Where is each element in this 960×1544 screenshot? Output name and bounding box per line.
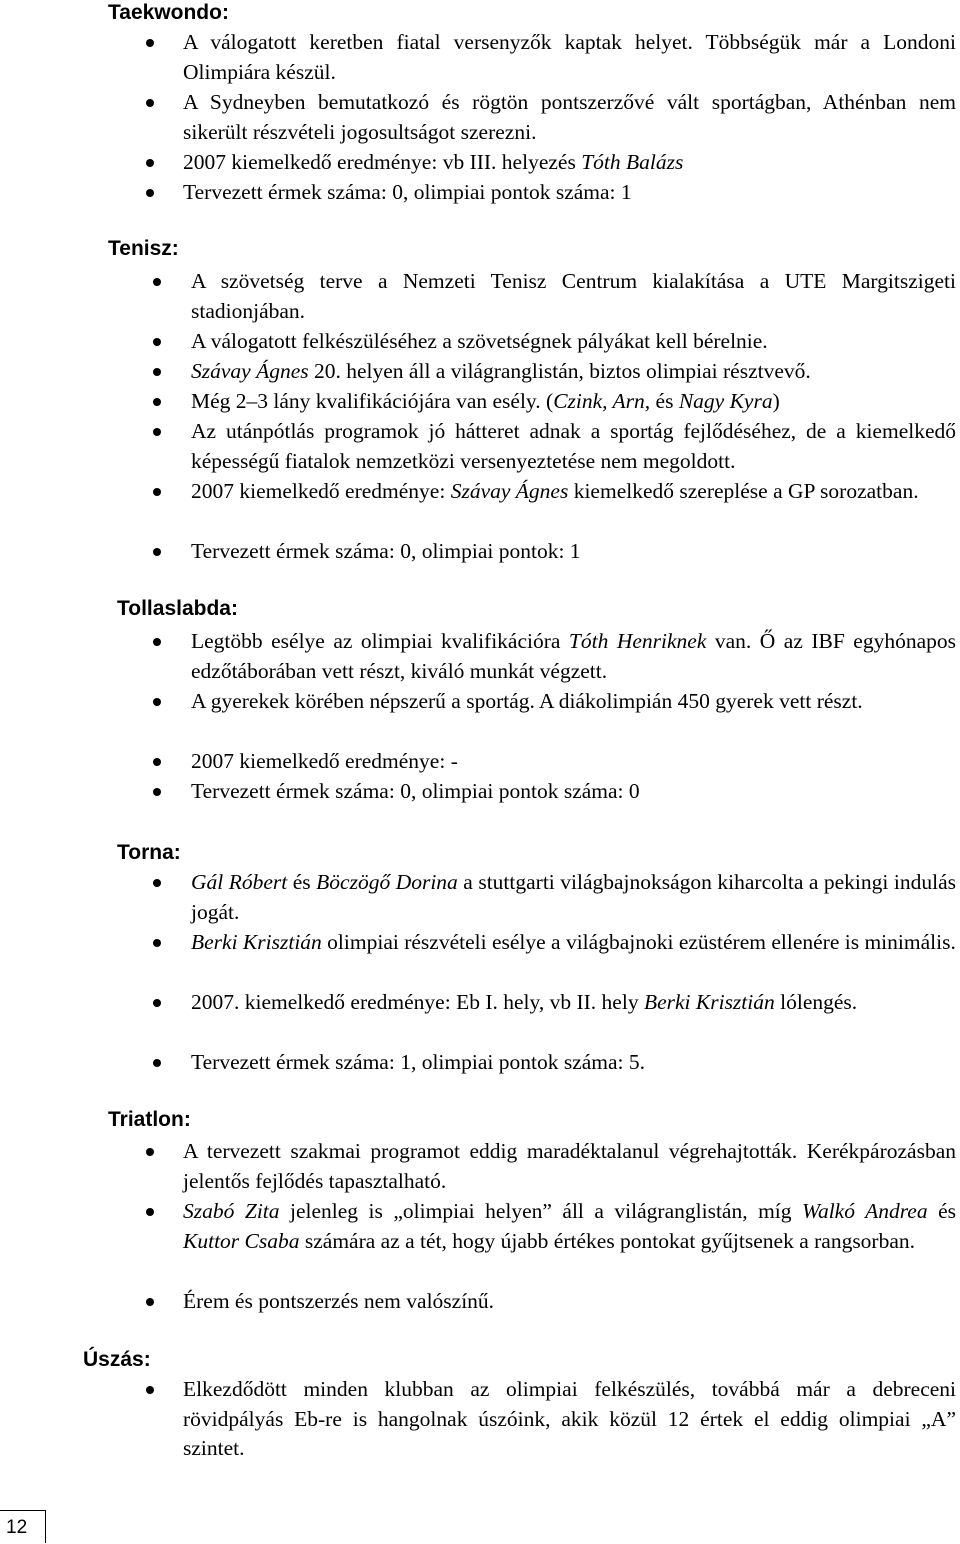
- bullet-icon: [146, 99, 154, 107]
- text-run: Tervezett érmek száma: 0, olimpiai pontok: 1: [191, 539, 581, 563]
- section-heading-uszas: Úszás:: [83, 1348, 151, 1371]
- text-run: Tervezett érmek száma: 0, olimpiai pontok száma: 0: [191, 779, 640, 803]
- bullet-icon: [153, 278, 161, 286]
- text-run: a stuttgarti világbajnokságon kiharcolta a pekingi indulás jogát.: [191, 870, 956, 924]
- text-run: és: [927, 1199, 956, 1223]
- bullet-icon: [153, 368, 161, 376]
- bullet-icon: [153, 758, 161, 766]
- text-run: lólengés.: [774, 990, 858, 1014]
- list-item: [191, 417, 956, 476]
- text-run: Az utánpótlás programok jó hátteret adnak a sportág fejlődéséhez, de a kiemelkedő képességű fiatalok nemzetközi versenyeztetése nem megoldott.: [191, 419, 956, 473]
- text-run: A válogatott keretben fiatal versenyzők kaptak helyet. Többségük már a Londoni Olimpiára készül.: [183, 30, 956, 84]
- text-run: A válogatott felkészüléséhez a szövetségnek pályákat kell bérelnie.: [191, 329, 768, 353]
- page-number: 12: [0, 1510, 46, 1543]
- italic-name: Walkó Andrea: [802, 1199, 928, 1223]
- list-item: [191, 988, 956, 1018]
- section-heading-tollaslabda: Tollaslabda:: [117, 597, 238, 620]
- list-item: [183, 1375, 956, 1464]
- section-heading-tenisz: Tenisz:: [108, 237, 179, 260]
- bullet-icon: [146, 159, 154, 167]
- bullet-icon: [146, 189, 154, 197]
- italic-name: Kuttor Csaba: [183, 1228, 300, 1253]
- text-run: Tervezett érmek száma: 0, olimpiai pontok száma: 1: [183, 180, 632, 204]
- list-item: [191, 747, 956, 777]
- list-item: [183, 1197, 956, 1256]
- text-run: 2007. kiemelkedő eredménye: Eb I. hely, vb II. hely: [191, 990, 644, 1014]
- list-item: [191, 687, 956, 717]
- text-run: ): [772, 389, 780, 413]
- list-item: [183, 88, 956, 147]
- bullet-icon: [153, 338, 161, 346]
- text-run: A Sydneyben bemutatkozó és rögtön pontszerzővé vált sportágban, Athénban nem sikerült részvételi jogosultságot szerezni.: [183, 90, 956, 144]
- list-item: [183, 28, 956, 87]
- bullet-icon: [153, 698, 161, 706]
- text-run: és: [650, 389, 679, 413]
- section-heading-taekwondo: Taekwondo:: [108, 1, 229, 24]
- bullet-icon: [153, 428, 161, 436]
- text-run: 2007 kiemelkedő eredménye: vb III. helyezés: [183, 150, 582, 174]
- italic-name: Tóth Henriknek: [568, 629, 707, 653]
- bullet-icon: [153, 488, 161, 496]
- bullet-icon: [146, 39, 154, 47]
- text-run: A tervezett szakmai programot eddig maradéktalanul végrehajtották. Kerékpározásban jelentős fejlődés tapasztalható.: [183, 1139, 956, 1193]
- bullet-icon: [153, 1059, 161, 1067]
- text-run: 2007 kiemelkedő eredménye:: [191, 479, 451, 503]
- bullet-icon: [146, 1148, 154, 1156]
- text-run: Tervezett érmek száma: 1, olimpiai pontok száma: 5.: [191, 1050, 646, 1074]
- italic-name: Czink, Arn,: [553, 389, 651, 413]
- bullet-icon: [153, 939, 161, 947]
- italic-name: Nagy Kyra: [678, 389, 773, 413]
- list-item: [183, 1287, 956, 1317]
- list-item: [191, 1048, 956, 1078]
- text-run: 20. helyen áll a világranglistán, biztos olimpiai résztvevő.: [308, 359, 811, 383]
- text-run: A gyerekek körében népszerű a sportág. A diákolimpián 450 gyerek vett részt.: [191, 689, 863, 713]
- text-run: 2007 kiemelkedő eredménye: -: [191, 749, 458, 773]
- bullet-icon: [146, 1298, 154, 1306]
- text-run: olimpiai részvételi esélye a világbajnoki ezüstérem ellenére is minimális.: [321, 930, 956, 954]
- bullet-icon: [153, 788, 161, 796]
- italic-name: Szávay Ágnes: [450, 479, 569, 503]
- list-item: [191, 868, 956, 927]
- list-item: [191, 928, 956, 958]
- text-run: és: [287, 870, 317, 894]
- list-item: [183, 178, 956, 208]
- text-run: kiemelkedő szereplése a GP sorozatban.: [568, 479, 919, 503]
- bullet-icon: [146, 1208, 154, 1216]
- section-heading-triatlon: Triatlon:: [108, 1108, 191, 1131]
- bullet-icon: [153, 548, 161, 556]
- list-item: [191, 387, 956, 417]
- bullet-icon: [153, 879, 161, 887]
- list-item: [191, 357, 956, 387]
- text-run: Legtöbb esélye az olimpiai kvalifikációra: [191, 629, 569, 653]
- text-run: Érem és pontszerzés nem valószínű.: [183, 1289, 495, 1313]
- list-item: [191, 327, 956, 357]
- section-heading-torna: Torna:: [117, 841, 181, 864]
- bullet-icon: [146, 1386, 154, 1394]
- text-run: Még 2–3 lány kvalifikációjára van esély. (: [191, 389, 554, 413]
- text-run: jelenleg is „olimpiai helyen” áll a világranglistán, míg: [279, 1199, 803, 1223]
- bullet-icon: [153, 999, 161, 1007]
- text-run: számára az a tét, hogy újabb értékes pontokat gyűjtsenek a rangsorban.: [299, 1228, 916, 1253]
- list-item: [191, 267, 956, 326]
- italic-name: Tóth Balázs: [581, 150, 684, 174]
- list-item: [183, 148, 956, 178]
- italic-name: Berki Krisztián: [643, 990, 775, 1014]
- bullet-icon: [153, 398, 161, 406]
- text-run: Elkezdődött minden klubban az olimpiai felkészülés, továbbá már a debreceni rövidpályás Eb-re is hangolnak úszóink, akik közül 12 értek el eddig olimpiai „A” szintet.: [183, 1377, 956, 1461]
- italic-name: Szabó Zita: [183, 1199, 280, 1223]
- italic-name: Szávay Ágnes: [191, 359, 309, 383]
- list-item: [191, 537, 956, 567]
- italic-name: Böczögő Dorina: [316, 870, 458, 894]
- list-item: [191, 777, 956, 807]
- italic-name: Gál Róbert: [191, 870, 288, 894]
- list-item: [191, 477, 956, 507]
- text-run: A szövetség terve a Nemzeti Tenisz Centrum kialakítása a UTE Margitszigeti stadionjában.: [191, 269, 956, 323]
- bullet-icon: [153, 638, 161, 646]
- italic-name: Berki Krisztián: [191, 930, 322, 954]
- list-item: [183, 1137, 956, 1196]
- list-item: [191, 627, 956, 686]
- text-run: van. Ő az IBF egyhónapos edzőtáborában vett részt, kiváló munkát végzett.: [191, 629, 956, 683]
